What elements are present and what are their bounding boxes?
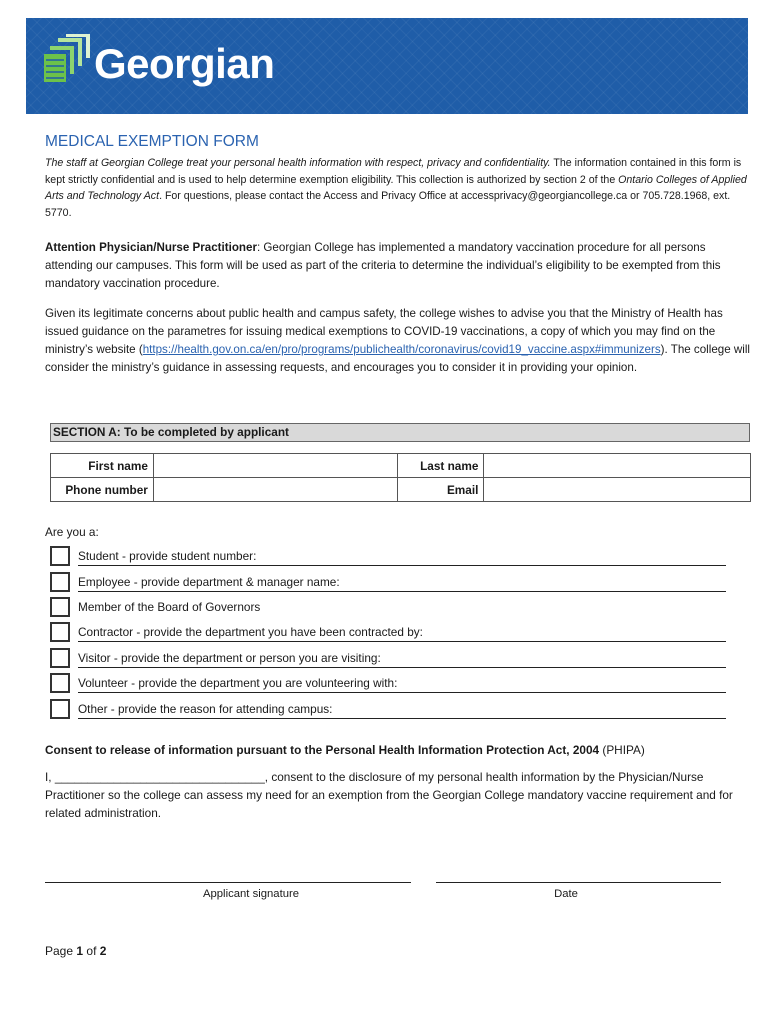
intro-italic-lead: The staff at Georgian College treat your personal health information with respect, privacy and confidentiality.: [45, 157, 551, 169]
other-reason-line[interactable]: [78, 718, 726, 719]
ministry-guidance-link[interactable]: https://health.gov.on.ca/en/pro/programs/publichealth/coronavirus/covid19_vaccine.aspx#immunizers: [142, 343, 661, 356]
other-option-label: Other - provide the reason for attending campus:: [78, 702, 333, 716]
applicant-signature-label: Applicant signature: [202, 888, 300, 900]
attention-text: : Georgian College has implemented a mandatory vaccination procedure for all persons attending our campuses. This form will be used as part of the criteria to determine the individual’s eligibility to be exempted from this mandatory vaccination procedure.: [45, 241, 721, 290]
role-option-governor: [50, 597, 726, 621]
page-total: 2: [99, 944, 107, 958]
governor-option-label: Member of the Board of Governors: [78, 600, 261, 614]
email-field[interactable]: [484, 478, 751, 502]
page-word: Page: [45, 944, 74, 958]
ministry-text-b: ). The college will consider the ministry’s guidance in assessing requests, and encourages you to consider it in providing your opinion.: [45, 343, 750, 374]
volunteer-checkbox[interactable]: [50, 673, 70, 693]
last-name-field[interactable]: [484, 454, 751, 478]
governor-checkbox[interactable]: [50, 597, 70, 617]
intro-text-a: The information contained in this form is kept strictly confidential and is used to help determine exemption eligibility. This collection is authorized by section 2 of the: [45, 157, 742, 186]
student-checkbox[interactable]: [50, 546, 70, 566]
visitor-option-label: Visitor - provide the department or person you are visiting:: [78, 651, 381, 665]
contractor-option-label: Contractor - provide the department you have been contracted by:: [78, 625, 423, 639]
ministry-paragraph: [45, 305, 751, 377]
last-name-label: Last name: [397, 454, 484, 478]
attention-paragraph: [45, 239, 751, 293]
form-title: MEDICAL EXEMPTION FORM: [45, 133, 259, 150]
role-option-student: [50, 546, 726, 570]
first-name-label: First name: [51, 454, 154, 478]
employee-department-line[interactable]: [78, 591, 726, 592]
role-option-employee: [50, 572, 726, 596]
employee-checkbox[interactable]: [50, 572, 70, 592]
attention-lead: Attention Physician/Nurse Practitioner: [45, 241, 257, 254]
consent-heading: [45, 743, 645, 757]
date-line[interactable]: [436, 882, 721, 883]
consent-body: I, ________________________________, consent to the disclosure of my personal health information by the Physician/Nurse Practitioner so the college can assess my need for an exemption from the Georgian College mandatory vaccine requirement and for related administration.: [45, 770, 733, 820]
georgian-logo-icon: [44, 34, 90, 82]
contractor-department-line[interactable]: [78, 641, 726, 642]
other-checkbox[interactable]: [50, 699, 70, 719]
ministry-text-a: Given its legitimate concerns about public health and campus safety, the college wishes to advise you that the Ministry of Health has issued guidance on the parametres for issuing medical exemptions to COVID-19 vaccinations, a copy of which you may find on the ministry’s website (: [45, 307, 723, 356]
phone-label: Phone number: [51, 478, 154, 502]
phone-field[interactable]: [153, 478, 397, 502]
first-name-field[interactable]: [153, 454, 397, 478]
role-option-volunteer: [50, 673, 726, 697]
volunteer-option-label: Volunteer - provide the department you are volunteering with:: [78, 676, 398, 690]
employee-option-label: Employee - provide department & manager name:: [78, 575, 340, 589]
volunteer-department-line[interactable]: [78, 692, 726, 693]
contractor-checkbox[interactable]: [50, 622, 70, 642]
page-number: [45, 944, 106, 958]
page-current: 1: [76, 944, 84, 958]
student-option-label: Student - provide student number:: [78, 549, 257, 563]
intro-act-name: Ontario Colleges of Applied Arts and Technology Act: [45, 173, 747, 203]
consent-heading-tail: (PHIPA): [599, 743, 645, 757]
intro-paragraph: [45, 155, 751, 221]
role-option-visitor: [50, 648, 726, 672]
student-number-line[interactable]: [78, 565, 726, 566]
intro-text-b: . For questions, please contact the Access and Privacy Office at accessprivacy@georgiancollege.ca or 705.728.1968, ext. 5770.: [45, 190, 731, 219]
visitor-checkbox[interactable]: [50, 648, 70, 668]
applicant-info-table: [50, 453, 751, 502]
section-a-heading: SECTION A: To be completed by applicant: [50, 423, 750, 442]
applicant-signature-line[interactable]: [45, 882, 411, 883]
logo-text: Georgian: [94, 40, 275, 87]
page-of-word: of: [86, 944, 97, 958]
consent-heading-bold: Consent to release of information pursuant to the Personal Health Information Protection Act, 2004: [45, 743, 600, 757]
date-label: Date: [554, 888, 578, 900]
role-option-contractor: [50, 622, 726, 646]
visitor-department-line[interactable]: [78, 667, 726, 668]
role-option-other: [50, 699, 726, 723]
email-label: Email: [397, 478, 484, 502]
role-prompt: Are you a:: [45, 525, 99, 539]
header-banner: [26, 18, 748, 114]
